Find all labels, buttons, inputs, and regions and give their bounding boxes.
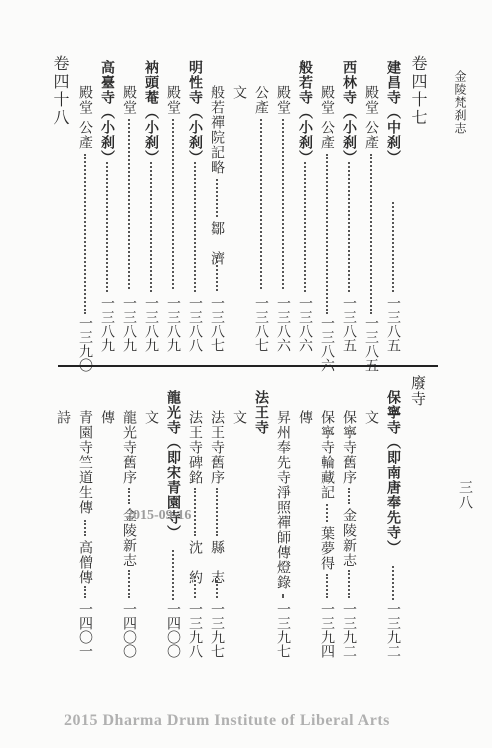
page-ref: 一三九七 — [275, 602, 291, 658]
leader-dots — [194, 576, 196, 598]
toc-entry: 青園寺竺道生傳 — [77, 410, 93, 515]
toc-entry: 保寧寺舊序 — [341, 410, 357, 485]
section-divider — [58, 365, 438, 367]
leader-dots — [370, 154, 372, 314]
page-ref: 一三八五 — [363, 316, 379, 372]
page-ref: 一三八七 — [253, 296, 269, 352]
page-number: 三八 — [457, 480, 473, 510]
footer-watermark: 2015 Dharma Drum Institute of Liberal Arts — [64, 712, 390, 729]
page-ref: 一四〇一 — [77, 602, 93, 658]
leader-dots — [84, 586, 86, 598]
toc-source: 金陵新志 — [341, 508, 357, 568]
page-ref: 一三八九 — [121, 296, 137, 352]
volume-47-heading: 卷四十七 — [409, 55, 428, 127]
toc-author: 鄒 濟 — [209, 221, 225, 266]
toc-entry: 法王寺碑銘 — [187, 410, 203, 485]
toc-entry: 保寧寺輪藏記 — [319, 410, 335, 500]
leader-dots — [216, 488, 218, 536]
toc-entry: 龍光寺舊序 — [121, 410, 137, 485]
toc-entry: 建昌寺（中刹） — [385, 60, 401, 165]
toc-entry: 文 — [231, 410, 247, 425]
leader-dots — [194, 488, 196, 536]
leader-dots — [106, 162, 108, 292]
toc-entry: 保寧寺（即南唐奉先寺） — [385, 390, 401, 555]
toc-entry: 般若禪院記略 — [209, 85, 225, 175]
volume-48-heading: 卷四十八 — [51, 55, 70, 127]
leader-dots — [194, 162, 196, 292]
leader-dots — [172, 119, 174, 289]
page-ref: 一四〇〇 — [165, 602, 181, 658]
leader-dots — [304, 162, 306, 292]
toc-entry: 法王寺 — [253, 390, 269, 435]
leader-dots — [326, 574, 328, 598]
leader-dots — [326, 154, 328, 314]
toc-row — [77, 120, 104, 372]
page-ref: 一三八六 — [275, 296, 291, 352]
leader-dots — [172, 550, 174, 600]
page-ref: 一三八六 — [297, 296, 313, 352]
toc-source: 金陵新志 — [121, 508, 137, 568]
leader-dots — [150, 162, 152, 292]
toc-entry: 般若寺（小刹） — [297, 60, 313, 165]
leader-dots — [348, 162, 350, 292]
leader-dots — [392, 566, 394, 600]
toc-entry: 殿堂 — [165, 85, 181, 115]
leader-dots — [128, 570, 130, 598]
leader-dots — [392, 202, 394, 292]
page-ref: 一三八九 — [165, 296, 181, 352]
leader-dots — [216, 257, 218, 291]
leader-dots — [128, 119, 130, 289]
page-ref: 一三九七 — [209, 602, 225, 658]
leader-dots — [128, 488, 130, 504]
leader-dots — [282, 594, 284, 598]
running-title: 金陵梵刹志 — [453, 70, 467, 135]
leader-dots — [348, 488, 350, 504]
toc-source: 高僧傳 — [77, 540, 93, 585]
page-ref: 一三八六 — [319, 316, 335, 372]
leader-dots — [348, 570, 350, 598]
toc-entry: 高臺寺（小刹） — [99, 60, 115, 165]
toc-entry: 明性寺（小刹） — [187, 60, 203, 165]
toc-entry: 殿堂 — [319, 85, 335, 115]
leader-dots — [326, 504, 328, 522]
leader-dots — [260, 119, 262, 289]
toc-entry: 殿堂 — [121, 85, 137, 115]
page-ref: 一三八九 — [99, 296, 115, 352]
toc-entry: 衲頭菴（小刹） — [143, 60, 159, 165]
leader-dots — [84, 154, 86, 314]
page-ref: 一三八七 — [209, 296, 225, 352]
page-ref: 一三九〇 — [77, 316, 93, 372]
toc-entry: 文 — [363, 410, 379, 425]
page-ref: 一三九二 — [341, 602, 357, 658]
date-stamp: 2015-09-16 — [126, 508, 192, 523]
toc-row — [410, 375, 436, 655]
toc-entry: 公產 — [319, 120, 335, 150]
toc-entry: 公產 — [363, 120, 379, 150]
page-ref: 一三八五 — [385, 296, 401, 352]
leader-dots — [282, 119, 284, 289]
toc-source: 縣 志 — [209, 540, 225, 585]
leader-dots — [84, 520, 86, 536]
page-ref: 一四〇〇 — [121, 602, 137, 658]
toc-author: 葉夢得 — [319, 526, 335, 571]
section-heading: 廢寺 — [409, 375, 427, 407]
page-ref: 一三八五 — [341, 296, 357, 352]
toc-entry: 傳 — [99, 410, 115, 425]
page-ref: 一三九四 — [319, 602, 335, 658]
toc-entry: 文 — [231, 85, 247, 100]
page-ref: 一三九二 — [385, 602, 401, 658]
toc-entry: 昇州奉先寺淨照禪師傳燈錄 — [275, 410, 291, 590]
page-ref: 一三八九 — [143, 296, 159, 352]
toc-entry: 文 — [143, 410, 159, 425]
toc-entry: 詩 — [55, 410, 71, 425]
toc-author: 沈 約 — [187, 540, 203, 585]
toc-entry: 殿堂 — [77, 85, 93, 115]
toc-entry: 法王寺舊序 — [209, 410, 225, 485]
leader-dots — [216, 576, 218, 598]
toc-entry: 殿堂 — [275, 85, 291, 115]
toc-entry: 公產 — [253, 85, 269, 115]
toc-entry: 龍光寺（即宋青園寺） — [165, 390, 181, 540]
toc-entry: 西林寺（小刹） — [341, 60, 357, 165]
toc-entry: 公產 — [77, 120, 93, 150]
toc-entry: 殿堂 — [363, 85, 379, 115]
page-ref: 一三九八 — [187, 602, 203, 658]
leader-dots — [216, 179, 218, 217]
toc-entry: 傳 — [297, 410, 313, 425]
toc-row — [56, 410, 82, 655]
page-ref: 一三八八 — [187, 296, 203, 352]
